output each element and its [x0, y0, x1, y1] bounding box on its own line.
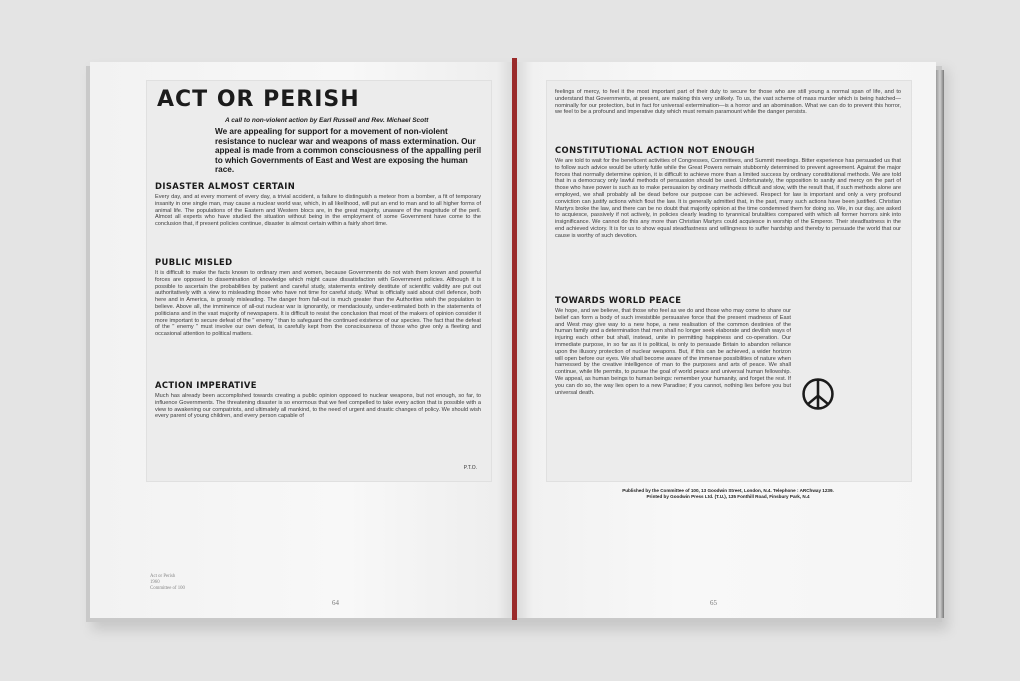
section-text: It is difficult to make the facts known to ordinary men and women, because Governments do not wish them known and powerful forces are opposed to dissemination of knowledge which might cause dissatisfaction with Government policies. Although it is possible to ascertain the probabilities by patient and careful study, statements entirely destitute of scientific validity are put out authoritatively with a view to misleading those who have not time for careful study. What is officially said about civil defence, both here and in America, is grossly misleading. The danger from fall-out is much greater than the Authorities wish the population to believe. Above all, the imminence of all-out nuclear war is ignorantly, or mendaciously, under-estimated both in the statements of politicians and in the vast majority of newspapers. It is difficult to resist the conclusion that most of the makers of opinion consider it more important to secure defeat of the " enemy " than to safeguard the continued existence of our species. The fact that the defeat of the " enemy " must involve our own defeat, is carefully kept from the consciousness of those who give only a fleeting and occasional attention to political matters. [155, 270, 481, 338]
page-number-left: 64 [332, 599, 339, 607]
image-caption [150, 574, 185, 592]
please-turn-over: P.T.O. [463, 465, 477, 471]
section-heading: CONSTITUTIONAL ACTION NOT ENOUGH [555, 145, 755, 155]
printer-line: Printed by Goodwin Press Ltd. (T.U.), 135 Fonthill Road, Finsbury Park, N.4 [646, 494, 810, 499]
section-heading: PUBLIC MISLED [155, 257, 233, 267]
section-text: We are told to wait for the beneficent activities of Congresses, Committees, and Summit meetings. Bitter experience has persuaded us that to follow such advice would be utterly futile while the Great Powers remain stubbornly determined to prevent agreement. Against the major forces that normally determine opinion, it is difficult to achieve more than a limited success by ordinary constitutional methods. We are told that in a democracy only lawful methods of persuasion should be used. Unfortunately, the opposition to sanity and mercy on the part of those who have power is such as to make persuasion by ordinary methods difficult and slow, with the result that, if such methods alone are employed, we shall probably all be dead before our purpose can be achieved. Respect for law is important and only a very profound conviction can justify actions which flout the law. It is generally admitted that, in the past, many such actions have been justified. Christian Martyrs broke the law, and there can be no doubt that majority opinion at the time condemned them for doing so. We, in our day, are asked to acquiesce, passively if not actively, in policies clearly leading to tyrannical brutalities compared with which all former horrors sink into insignificance. We cannot do this any more than Christian Martyrs could acquiesce in worship of the Emperor. Their steadfastness in the end achieved victory. It is for us to show equal steadfastness and willingness to suffer hardship and thereby to persuade the world that our cause is worthy of such devotion. [555, 158, 901, 239]
section-text: We hope, and we believe, that those who feel as we do and those who may come to share our belief can form a body of such irresistible persuasive force that the present madness of East and West may give way to a new hope, a new realisation of the common destinies of the human family and a determination that men shall no longer seek elaborate and devilish ways of injuring each other but shall, instead, unite in permitting happiness and co-operation. Our immediate purpose, in so far as it is political, is only to persuade Britain to abandon reliance upon the illusory protection of nuclear weapons. But, if this can be achieved, a wider horizon will open before our eyes. We shall become aware of the immense possibilities of nature when harnessed by the creative intelligence of man to the purposes and arts of peace. We shall continue, while life permits, to pursue the goal of world peace and universal human fellowship. We appeal, as human beings to human beings: remember your humanity, and forget the rest. If you can do so, the way lies open to a new Paradise; if you cannot, nothing lies before you but universal death. [555, 308, 791, 396]
section-heading: TOWARDS WORLD PEACE [555, 295, 682, 305]
leaflet-intro: We are appealing for support for a movement of non-violent resistance to nuclear war and weapons of mass extermination. Our appeal is made from a common consciousness of the appalling peril to which Governments of East and West are exposing the human race. [215, 127, 482, 175]
page-edge-strip [936, 70, 944, 618]
section-heading: ACTION IMPERATIVE [155, 380, 257, 390]
page-number-right: 65 [710, 599, 717, 607]
leaflet-title: ACT OR PERISH [157, 87, 360, 112]
leaflet-page-front [146, 80, 492, 482]
caption-line: 1960 [150, 580, 160, 585]
book-spine [512, 58, 517, 620]
caption-line: Committee of 100 [150, 586, 185, 591]
leaflet-subtitle: A call to non-violent action by Earl Russell and Rev. Michael Scott [225, 117, 429, 124]
section-text: Every day, and at every moment of every day, a trivial accident, a failure to distinguish a meteor from a bomber, a fit of temporary insanity in one single man, may cause a nuclear world war, which, in all likelihood, will put an end to man and to all higher forms of animal life. The populations of the Eastern and Western blocs are, in the great majority, unaware of the magnitude of the peril. Almost all experts who have studied the situation without being in the employment of some Government have come to the conclusion that, if present policies continue, disaster is almost certain within a fairly short time. [155, 194, 481, 228]
section-heading: DISASTER ALMOST CERTAIN [155, 181, 296, 191]
right-page [516, 62, 936, 618]
publisher-line: Published by the Committee of 100, 13 Goodwin Street, London, N.4. Telephone : ARChway 1239. [622, 488, 834, 493]
opening-text: feelings of mercy, to feel it the most important part of their duty to secure for those who are still young a normal span of life, and to understand that Governments, at present, are making this very unlikely. To us, the vast scheme of mass murder which is being hatched—nominally for our protection, but in fact for universal extermination—is a horror and an abomination. What we can do to prevent this horror, we feel to be a profound and imperative duty which must remain paramount while the danger persists. [555, 89, 901, 116]
peace-symbol-icon [801, 377, 835, 411]
publisher-info [546, 488, 910, 500]
section-text: Much has already been accomplished towards creating a public opinion opposed to nuclear weapons, but not enough, so far, to influence Governments. The threatening disaster is so enormous that we feel compelled to take every action that is possible with a view to awakening our compatriots, and ultimately all mankind, to the need of urgent and drastic changes of policy. We should wish every parent of young children, and every person capable of [155, 393, 481, 420]
left-page [90, 62, 514, 618]
open-book [86, 62, 942, 622]
leaflet-page-back [546, 80, 912, 482]
caption-line: Act or Perish [150, 574, 176, 579]
